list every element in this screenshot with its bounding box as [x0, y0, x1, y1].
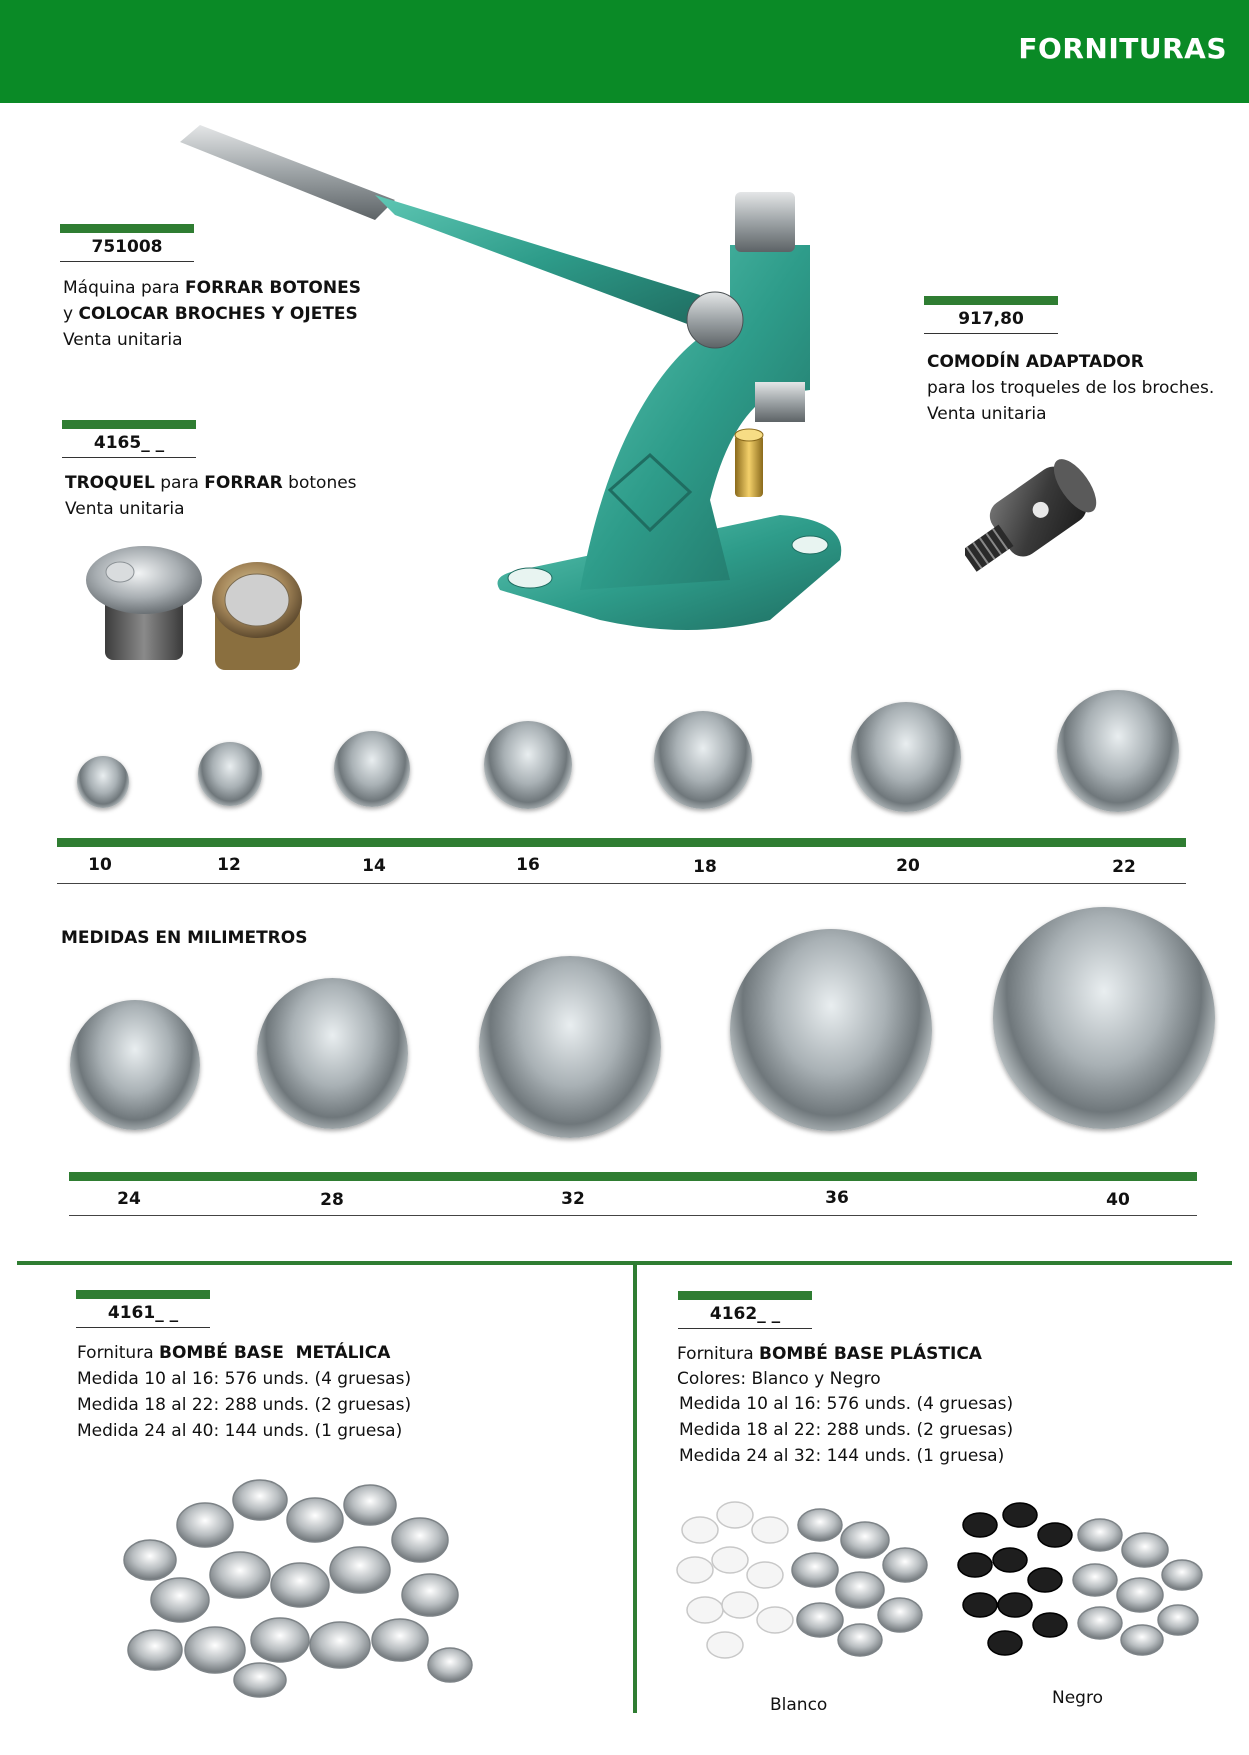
bombe-plastic-code: 4162_ _ [678, 1300, 812, 1329]
size-label: 12 [217, 855, 241, 875]
bombe-metal-code-block [76, 1290, 210, 1328]
measure-units-title: MEDIDAS EN MILIMETROS [61, 928, 308, 948]
die-code: 4165_ _ [62, 429, 196, 458]
machine-desc-bold: COLOCAR BROCHES Y OJETES [78, 304, 358, 324]
adapter-description [927, 349, 1214, 427]
bombe-plastic-line: Medida 18 al 22: 288 unds. (2 gruesas) [679, 1420, 1014, 1440]
adapter-image [965, 455, 1125, 605]
button-size-20 [851, 702, 961, 812]
machine-sale-unit: Venta unitaria [63, 330, 183, 350]
bombe-plastic-colors: Colores: Blanco y Negro [677, 1369, 881, 1389]
die-desc-bold: FORRAR [204, 473, 283, 493]
size-label: 24 [117, 1189, 141, 1209]
bombe-plastic-title-text: Fornitura [677, 1344, 760, 1364]
die-desc-bold: TROQUEL [65, 473, 155, 493]
size-scale-bar [69, 1172, 1197, 1181]
bombe-metal-description [77, 1340, 411, 1444]
adapter-desc-bold: COMODÍN ADAPTADOR [927, 352, 1144, 372]
black-components-image [950, 1495, 1205, 1665]
white-components-image [670, 1490, 930, 1665]
die-sale-unit: Venta unitaria [65, 499, 185, 519]
bombe-plastic-code-block [678, 1291, 812, 1329]
size-label: 10 [88, 855, 112, 875]
adapter-code-block [924, 296, 1058, 334]
size-scale-bar [57, 838, 1186, 847]
column-divider [633, 1263, 637, 1713]
button-size-32 [479, 956, 661, 1138]
button-size-40 [993, 907, 1215, 1129]
button-size-22 [1057, 690, 1179, 812]
page-header [0, 0, 1249, 103]
button-size-12 [198, 742, 262, 806]
button-size-24 [70, 1000, 200, 1130]
machine-desc-text: Máquina para [63, 278, 185, 298]
button-size-18 [654, 711, 752, 809]
white-variant-caption: Blanco [770, 1695, 828, 1715]
bombe-metal-code: 4161_ _ [76, 1299, 210, 1328]
adapter-desc-text: para los troqueles de los broches. [927, 378, 1215, 398]
bombe-metal-line: Medida 24 al 40: 144 unds. (1 gruesa) [77, 1421, 403, 1441]
machine-code: 751008 [60, 233, 194, 262]
bombe-plastic-description [677, 1341, 1013, 1469]
machine-desc-bold: FORRAR BOTONES [185, 278, 361, 298]
button-size-28 [257, 978, 408, 1129]
code-bar [678, 1291, 812, 1300]
code-bar [924, 296, 1058, 305]
section-divider [17, 1261, 1232, 1265]
button-size-14 [334, 731, 410, 807]
size-scale-line [57, 883, 1186, 884]
die-desc-text: para [154, 473, 205, 493]
bombe-plastic-line: Medida 10 al 16: 576 unds. (4 gruesas) [679, 1394, 1014, 1414]
button-size-16 [484, 721, 572, 809]
size-label: 28 [320, 1190, 344, 1210]
button-size-10 [77, 756, 129, 808]
page-title: FORNITURAS [1018, 32, 1227, 65]
size-label: 36 [825, 1188, 849, 1208]
size-label: 40 [1106, 1190, 1130, 1210]
size-label: 14 [362, 856, 386, 876]
size-label: 20 [896, 856, 920, 876]
bombe-plastic-title-bold: BOMBÉ BASE PLÁSTICA [759, 1344, 982, 1364]
metal-components-image [110, 1465, 480, 1700]
size-scale-line [69, 1215, 1197, 1216]
size-label: 18 [693, 857, 717, 877]
code-bar [76, 1290, 210, 1299]
bombe-plastic-line: Medida 24 al 32: 144 unds. (1 gruesa) [679, 1446, 1005, 1466]
bombe-metal-line: Medida 18 al 22: 288 unds. (2 gruesas) [77, 1395, 412, 1415]
die-desc-text: botones [282, 473, 357, 493]
bombe-metal-line: Medida 10 al 16: 576 unds. (4 gruesas) [77, 1369, 412, 1389]
adapter-sale-unit: Venta unitaria [927, 404, 1047, 424]
size-label: 16 [516, 855, 540, 875]
adapter-code: 917,80 [924, 305, 1058, 334]
size-label: 22 [1112, 857, 1136, 877]
bombe-metal-title-text: Fornitura [77, 1343, 160, 1363]
size-label: 32 [561, 1189, 585, 1209]
covering-machine-image [170, 120, 850, 640]
black-variant-caption: Negro [1052, 1688, 1103, 1708]
button-size-36 [730, 929, 932, 1131]
machine-desc-text: y [63, 304, 79, 324]
bombe-metal-title-bold: BOMBÉ BASE METÁLICA [159, 1343, 391, 1363]
